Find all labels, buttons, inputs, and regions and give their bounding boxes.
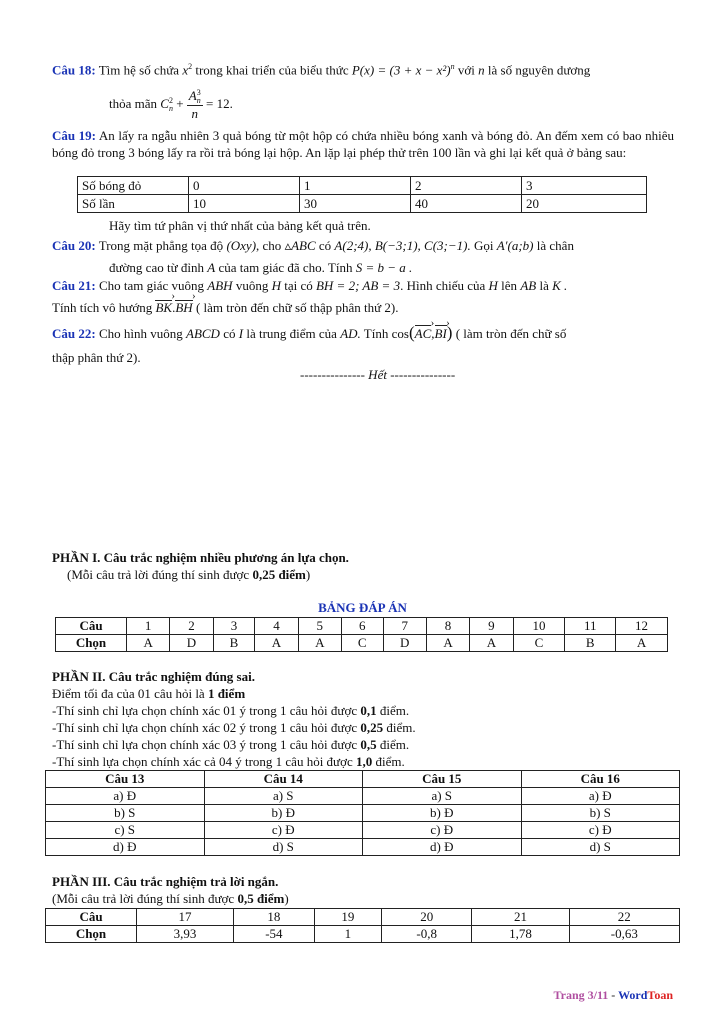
cell: 3	[213, 618, 255, 635]
cell: A	[616, 635, 668, 652]
note-bold: 0,25 điểm	[252, 567, 306, 582]
question-text: Trong mặt phẳng tọa độ	[98, 238, 224, 253]
part2-title: PHẦN II. Câu trắc nghiệm đúng sai.	[52, 669, 255, 684]
brand-toan: Toan	[647, 988, 673, 1002]
cell: 2	[411, 177, 522, 195]
math: (Oxy)	[226, 238, 257, 253]
math: ABCD	[186, 326, 220, 341]
cell: 4	[255, 618, 298, 635]
q18-condition	[109, 88, 233, 122]
header-cell: Câu 14	[204, 771, 363, 788]
bold-text: 1,0	[356, 754, 373, 769]
question-19	[52, 127, 674, 161]
cell: d) S	[204, 839, 363, 856]
part2-block	[52, 668, 416, 770]
question-text: có	[223, 326, 236, 341]
cell: 6	[341, 618, 383, 635]
part2-line	[52, 719, 416, 736]
question-label: Câu 19:	[52, 128, 97, 143]
question-text: ( làm tròn đến chữ số	[455, 326, 567, 341]
header-cell: Chọn	[46, 926, 137, 943]
cell: c) Đ	[521, 822, 680, 839]
math: A	[207, 260, 216, 275]
var-A: A	[188, 88, 197, 103]
question-text: Cho tam giác vuông	[98, 278, 205, 293]
cell: 12	[616, 618, 668, 635]
var-C: C	[160, 96, 169, 111]
question-text: vuông	[235, 278, 269, 293]
question-text: . Hình chiếu của	[400, 278, 486, 293]
cell: 9	[470, 618, 513, 635]
op: = 12.	[205, 96, 233, 111]
cell: 1,78	[472, 926, 569, 943]
text: -Thí sinh chỉ lựa chọn chính xác 03 ý trong 1 câu hỏi được	[52, 737, 361, 752]
question-label: Câu 22:	[52, 326, 96, 341]
note-text: (Mỗi câu trả lời đúng thí sinh được	[52, 891, 238, 906]
header-cell: Câu 13	[46, 771, 205, 788]
part2-answer-table	[45, 770, 680, 856]
vector: BI ›	[435, 325, 447, 342]
part3-note	[52, 891, 289, 907]
sup: 2	[168, 96, 173, 106]
cell: 1	[300, 177, 411, 195]
expression: P(x) = (3 + x − x²)	[351, 62, 451, 78]
question-21	[52, 277, 674, 294]
question-text: là	[539, 278, 549, 293]
q21-line2	[52, 300, 399, 316]
cell: 20	[381, 909, 472, 926]
question-18	[52, 58, 674, 78]
text: điểm.	[376, 737, 410, 752]
math: cos	[391, 326, 409, 341]
cell: 21	[472, 909, 569, 926]
part2-line	[52, 753, 416, 770]
question-text: là số nguyên dương	[487, 62, 591, 78]
var-x: x	[182, 62, 189, 78]
math: H	[488, 278, 498, 293]
cell: A	[255, 635, 298, 652]
part3-answer-table	[45, 908, 680, 943]
cell: b) Đ	[204, 805, 363, 822]
text: Điểm tối đa của 01 câu hỏi là	[52, 686, 208, 701]
math: K .	[552, 278, 568, 293]
text: -Thí sinh lựa chọn chính xác cả 04 ý trong 1 câu hỏi được	[52, 754, 356, 769]
cell: -0,8	[381, 926, 472, 943]
question-22: Câu 22: Cho hình vuông ABCD có I là trung điểm của AD. Tính cos(AC ›,BI ›) ( làm tròn đến chữ số	[52, 324, 674, 342]
question-text: đường cao từ đỉnh	[109, 260, 204, 275]
cell: 10	[189, 195, 300, 213]
part2-line	[52, 702, 416, 719]
math: ▵ABC	[284, 238, 316, 253]
q22-line2: thập phân thứ 2).	[52, 350, 141, 365]
cell: 17	[137, 909, 234, 926]
op: .	[172, 300, 176, 315]
question-text: là trung điểm của	[246, 326, 337, 341]
header-cell: Câu	[56, 618, 127, 635]
question-text: có	[318, 238, 332, 253]
cell: 30	[300, 195, 411, 213]
sub: n	[168, 104, 173, 114]
text: -Thí sinh chỉ lựa chọn chính xác 02 ý trong 1 câu hỏi được	[52, 720, 361, 735]
cell: 11	[565, 618, 616, 635]
part2-line	[52, 736, 416, 753]
note-text: (Mỗi câu trả lời đúng thí sinh được	[67, 567, 253, 582]
cell: c) S	[46, 822, 205, 839]
sub: n	[196, 96, 201, 106]
cell: -0,63	[569, 926, 679, 943]
cell: Số lần	[78, 195, 189, 213]
question-text: Tính	[363, 326, 389, 341]
question-text: lên	[501, 278, 518, 293]
question-text: Gọi	[473, 238, 494, 253]
cell: 1	[314, 926, 381, 943]
cell: a) S	[204, 788, 363, 805]
question-20	[52, 237, 674, 254]
bold-text: 0,1	[360, 703, 377, 718]
cell: 18	[234, 909, 315, 926]
cell: D	[170, 635, 213, 652]
math: BH = 2; AB = 3	[315, 278, 401, 293]
cell: d) S	[521, 839, 680, 856]
cell: B	[213, 635, 255, 652]
page-footer	[554, 988, 674, 1003]
question-text: tại có	[284, 278, 313, 293]
text: -Thí sinh chỉ lựa chọn chính xác 01 ý trong 1 câu hỏi được	[52, 703, 361, 718]
cell: 20	[522, 195, 647, 213]
vector: BK ›	[155, 300, 172, 316]
cell: 8	[426, 618, 469, 635]
sup: 3	[196, 88, 201, 98]
cell: 10	[513, 618, 565, 635]
q20-line2	[109, 260, 412, 276]
op: +	[176, 96, 184, 111]
question-label: Câu 18:	[52, 62, 96, 78]
note-text: )	[305, 567, 311, 582]
part2-line	[52, 685, 416, 702]
math: S = b − a .	[355, 260, 413, 275]
text: điểm.	[372, 754, 405, 769]
cell: Số bóng đỏ	[78, 177, 189, 195]
header-cell: Câu	[46, 909, 137, 926]
part1-note	[67, 567, 310, 583]
cell: c) Đ	[363, 822, 522, 839]
question-text: Tìm hệ số chứa	[98, 62, 180, 78]
cell: 5	[298, 618, 341, 635]
header-cell: Chọn	[56, 635, 127, 652]
cell: B	[565, 635, 616, 652]
cell: b) Đ	[363, 805, 522, 822]
var-n: n	[478, 62, 485, 78]
cell: 40	[411, 195, 522, 213]
question-text: là chân	[536, 238, 574, 253]
question-text: Cho hình vuông	[98, 326, 183, 341]
question-text: An lấy ra ngẫu nhiên 3 quả bóng từ một hộp có chứa nhiều bóng xanh và bóng đỏ. An đếm xem có bao nhiêu bóng đỏ trong 3 bóng lấy ra rồi trả bóng lại hộp. An lặp lại phép thử trên 100 lần và ghi lại kết quả ở bảng sau:	[52, 128, 674, 160]
page-number: Trang 3/11	[553, 988, 609, 1002]
end-marker	[300, 367, 455, 383]
math: A(2;4), B(−3;1), C(3;−1).	[334, 238, 471, 253]
cell: A	[426, 635, 469, 652]
math: A′(a;b)	[496, 238, 534, 253]
answer-table-caption: BẢNG ĐÁP ÁN	[318, 600, 407, 615]
cell: 22	[569, 909, 679, 926]
separator: -	[608, 988, 619, 1002]
question-text: Tính tích vô hướng	[52, 300, 153, 315]
bold-text: 1 điểm	[207, 686, 246, 701]
question-text: thỏa mãn	[109, 96, 158, 111]
end-text: --------------- Hết ---------------	[300, 367, 456, 382]
cell: D	[383, 635, 426, 652]
bold-text: 0,25	[360, 720, 384, 735]
question-text: với	[457, 62, 475, 78]
note-bold: 0,5 điểm	[237, 891, 285, 906]
text: điểm.	[376, 703, 410, 718]
note-text: )	[284, 891, 289, 906]
question-text: của tam giác đã cho. Tính	[218, 260, 353, 275]
cell: a) S	[363, 788, 522, 805]
cell: c) Đ	[204, 822, 363, 839]
question-label: Câu 20:	[52, 238, 96, 253]
cell: d) Đ	[46, 839, 205, 856]
cell: C	[513, 635, 565, 652]
math: AD.	[340, 326, 361, 341]
math: ABH	[207, 278, 233, 293]
bold-text: 0,5	[360, 737, 377, 752]
q19-follow: Hãy tìm tứ phân vị thứ nhất của bảng kết quả trên.	[109, 218, 371, 233]
math: I	[238, 326, 244, 341]
denominator: n	[191, 106, 198, 122]
cell: A	[298, 635, 341, 652]
question-text: ( làm tròn đến chữ số thập phân thứ 2).	[195, 300, 399, 315]
cell: A	[470, 635, 513, 652]
cell: a) Đ	[521, 788, 680, 805]
part3-title: PHẦN III. Câu trắc nghiệm trả lời ngắn.	[52, 874, 279, 889]
header-cell: Câu 15	[363, 771, 522, 788]
cell: 0	[189, 177, 300, 195]
math: H	[271, 278, 281, 293]
cell: b) S	[46, 805, 205, 822]
cell: 19	[314, 909, 381, 926]
sup: 2	[188, 62, 193, 71]
vector: BH ›	[175, 300, 192, 316]
exp-n: n	[450, 62, 455, 71]
cell: 3,93	[137, 926, 234, 943]
cell: 2	[170, 618, 213, 635]
q19-table	[77, 176, 647, 213]
cell: 3	[522, 177, 647, 195]
cell: 1	[127, 618, 170, 635]
cell: -54	[234, 926, 315, 943]
text: điểm.	[383, 720, 416, 735]
cell: b) S	[521, 805, 680, 822]
header-cell: Câu 16	[521, 771, 680, 788]
math: AB	[520, 278, 537, 293]
cell: C	[341, 635, 383, 652]
question-text: trong khai triển của biểu thức	[195, 62, 349, 78]
brand-word: Word	[618, 988, 648, 1002]
question-text: , cho	[256, 238, 282, 253]
question-label: Câu 21:	[52, 278, 96, 293]
vector: AC ›	[415, 325, 432, 342]
cell: 7	[383, 618, 426, 635]
cell: a) Đ	[46, 788, 205, 805]
cell: A	[127, 635, 170, 652]
cell: d) Đ	[363, 839, 522, 856]
part1-answer-table	[55, 617, 668, 652]
part1-title: PHẦN I. Câu trắc nghiệm nhiều phương án lựa chọn.	[52, 550, 349, 565]
